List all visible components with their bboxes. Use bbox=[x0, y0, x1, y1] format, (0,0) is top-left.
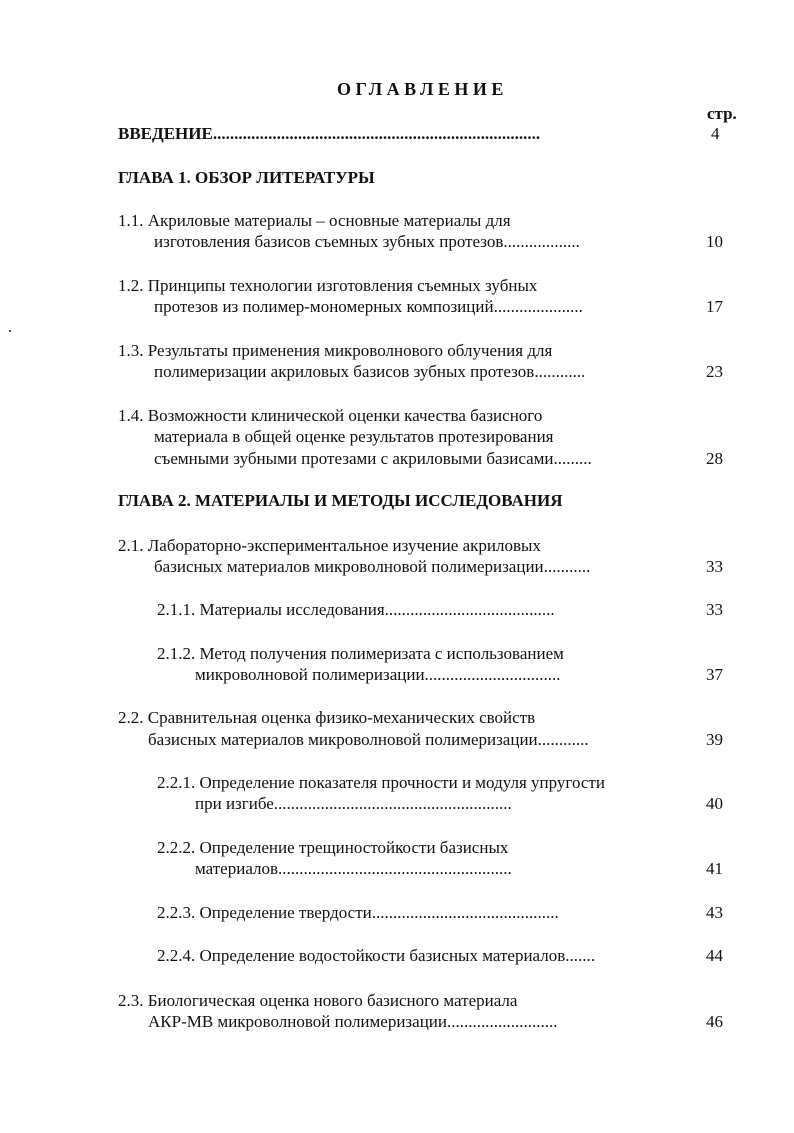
chapter-2-heading: ГЛАВА 2. МАТЕРИАЛЫ И МЕТОДЫ ИССЛЕДОВАНИЯ bbox=[118, 491, 563, 510]
toc-page-1-1: 10 bbox=[706, 232, 723, 251]
toc-entry-2-2-3: 2.2.3. Определение твердости............................................ bbox=[157, 903, 559, 922]
toc-entry-1-3-line1: 1.3. Результаты применения микроволнового облучения для bbox=[118, 341, 553, 360]
toc-page-2-2-1: 40 bbox=[706, 794, 723, 813]
toc-entry-2-1-2-line1: 2.1.2. Метод получения полимеризата с использованием bbox=[157, 644, 564, 663]
toc-entry-1-2-line1: 1.2. Принципы технологии изготовления съемных зубных bbox=[118, 276, 538, 295]
toc-entry-1-3-line2: полимеризации акриловых базисов зубных протезов............ bbox=[154, 362, 586, 381]
chapter-1-heading: ГЛАВА 1. ОБЗОР ЛИТЕРАТУРЫ bbox=[118, 168, 375, 187]
toc-entry-2-2-1-line2: при изгибе........................................................ bbox=[195, 794, 512, 813]
toc-entry-2-2-4: 2.2.4. Определение водостойкости базисных материалов....... bbox=[157, 946, 595, 965]
toc-entry-1-2-line2: протезов из полимер-мономерных композиций..................... bbox=[154, 297, 583, 316]
toc-entry-2-3-line1: 2.3. Биологическая оценка нового базисного материала bbox=[118, 991, 518, 1010]
toc-page-1-2: 17 bbox=[706, 297, 723, 316]
toc-page-2-1-2: 37 bbox=[706, 665, 723, 684]
toc-entry-1-1-line2: изготовления базисов съемных зубных протезов.................. bbox=[154, 232, 580, 251]
toc-entry-2-1-1: 2.1.1. Материалы исследования........................................ bbox=[157, 600, 555, 619]
toc-page-2-2-2: 41 bbox=[706, 859, 723, 878]
toc-entry-1-4-line1: 1.4. Возможности клинической оценки качества базисного bbox=[118, 406, 543, 425]
toc-page-2-1-1: 33 bbox=[706, 600, 723, 619]
toc-page-1-4: 28 bbox=[706, 449, 723, 468]
toc-page-2-2: 39 bbox=[706, 730, 723, 749]
page-column-label: стр. bbox=[707, 104, 737, 123]
toc-page-2-2-4: 44 bbox=[706, 946, 723, 965]
toc-page-intro: 4 bbox=[711, 124, 720, 143]
toc-page-2-3: 46 bbox=[706, 1012, 723, 1031]
toc-entry-2-2-line2: базисных материалов микроволновой полимеризации............ bbox=[148, 730, 589, 749]
toc-page-2-2-3: 43 bbox=[706, 903, 723, 922]
scan-speck bbox=[9, 330, 11, 332]
toc-entry-1-4-line3: съемными зубными протезами с акриловыми базисами......... bbox=[154, 449, 592, 468]
toc-entry-2-2-1-line1: 2.2.1. Определение показателя прочности и модуля упругости bbox=[157, 773, 605, 792]
toc-page-2-1: 33 bbox=[706, 557, 723, 576]
toc-entry-2-1-line1: 2.1. Лабораторно-экспериментальное изучение акриловых bbox=[118, 536, 541, 555]
toc-entry-2-2-2-line2: материалов....................................................... bbox=[195, 859, 512, 878]
page-title: ОГЛАВЛЕНИЕ bbox=[337, 79, 508, 99]
toc-page-1-3: 23 bbox=[706, 362, 723, 381]
toc-entry-2-1-line2: базисных материалов микроволновой полимеризации........... bbox=[154, 557, 591, 576]
toc-entry-2-2-line1: 2.2. Сравнительная оценка физико-механических свойств bbox=[118, 708, 536, 727]
toc-entry-intro: ВВЕДЕНИЕ............................................................................. bbox=[118, 124, 541, 143]
toc-entry-1-4-line2: материала в общей оценке результатов протезирования bbox=[154, 427, 554, 446]
toc-entry-2-1-2-line2: микроволновой полимеризации................................ bbox=[195, 665, 561, 684]
toc-entry-1-1-line1: 1.1. Акриловые материалы – основные материалы для bbox=[118, 211, 511, 230]
toc-entry-2-3-line2: АКР-МВ микроволновой полимеризации.......................... bbox=[148, 1012, 558, 1031]
toc-entry-2-2-2-line1: 2.2.2. Определение трещиностойкости базисных bbox=[157, 838, 509, 857]
